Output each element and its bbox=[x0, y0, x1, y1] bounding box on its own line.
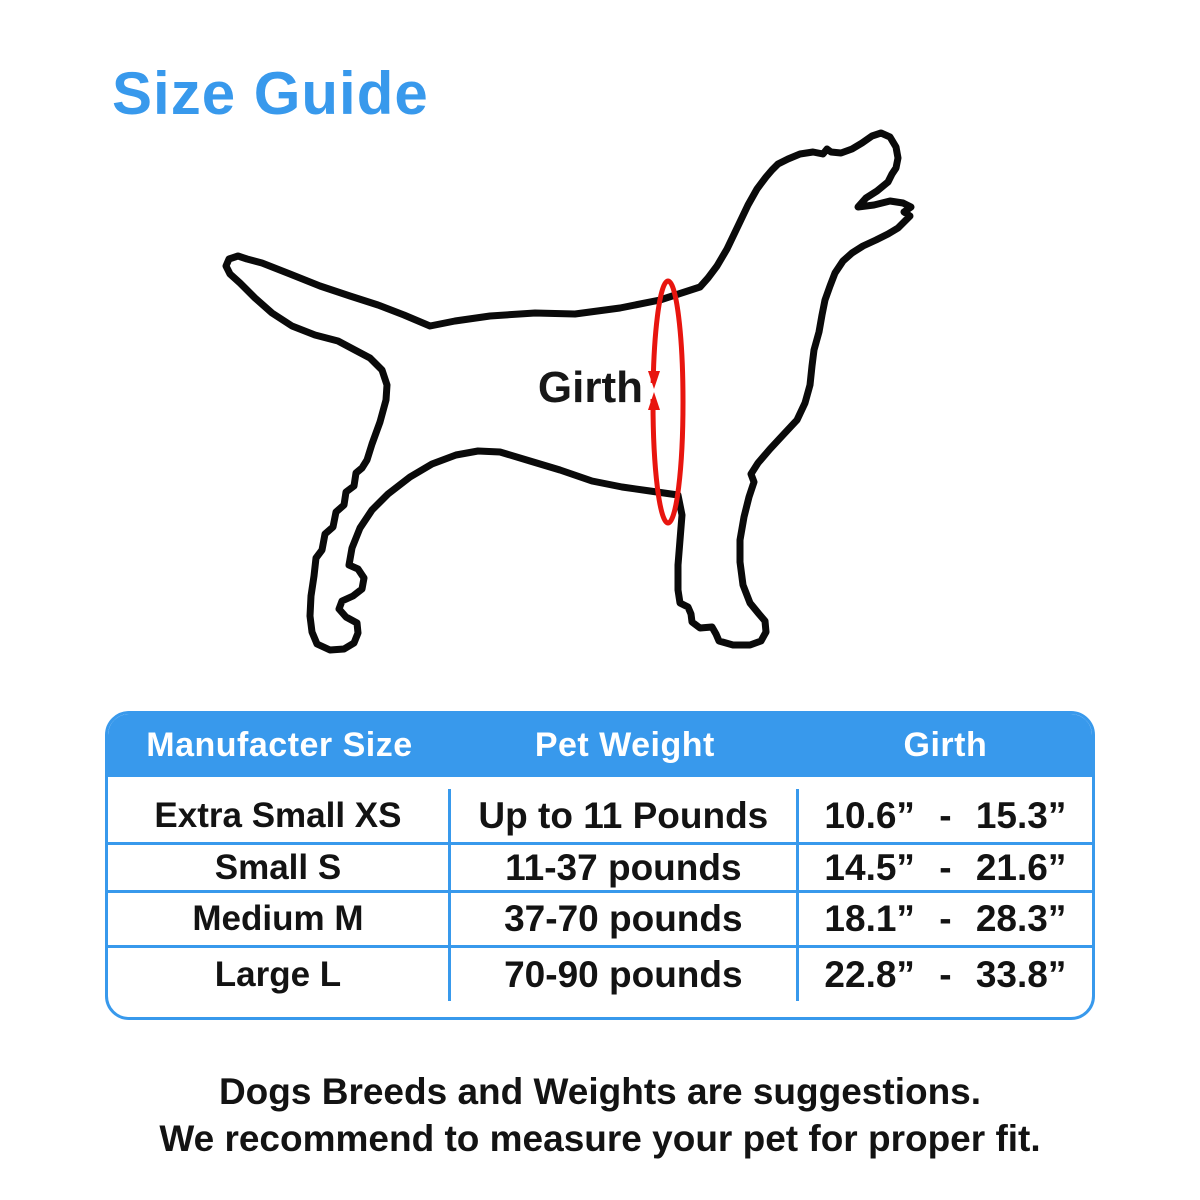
table-row bbox=[108, 845, 1092, 893]
girth-label: Girth bbox=[537, 363, 643, 412]
table-header-row bbox=[108, 714, 1092, 777]
weight-cell: 37-70 pounds bbox=[451, 893, 799, 945]
footer-line-1: Dogs Breeds and Weights are suggestions. bbox=[218, 1071, 982, 1112]
size-cell: Large L bbox=[108, 948, 451, 1001]
page-title: Size Guide bbox=[112, 60, 429, 127]
weight-cell: 11-37 pounds bbox=[451, 845, 799, 890]
size-cell: Extra Small XS bbox=[108, 789, 451, 842]
size-cell: Small S bbox=[108, 845, 451, 890]
table-row bbox=[108, 948, 1092, 1017]
col-header-girth: Girth bbox=[903, 726, 988, 764]
footer-note bbox=[0, 1068, 1200, 1162]
table-row bbox=[108, 893, 1092, 948]
weight-cell: Up to 11 Pounds bbox=[451, 789, 799, 842]
footer-line-2: We recommend to measure your pet for proper fit. bbox=[159, 1118, 1041, 1159]
girth-cell: 10.6” - 15.3” bbox=[824, 794, 1067, 836]
table-row bbox=[108, 777, 1092, 845]
girth-cell: 18.1” - 28.3” bbox=[824, 898, 1067, 939]
size-cell: Medium M bbox=[108, 893, 451, 945]
girth-cell: 22.8” - 33.8” bbox=[824, 953, 1067, 995]
col-header-manufacter-size: Manufacter Size bbox=[146, 726, 413, 764]
col-header-pet-weight: Pet Weight bbox=[534, 726, 715, 764]
girth-cell: 14.5” - 21.6” bbox=[824, 846, 1067, 888]
size-table bbox=[105, 711, 1095, 1020]
weight-cell: 70-90 pounds bbox=[451, 948, 799, 1001]
